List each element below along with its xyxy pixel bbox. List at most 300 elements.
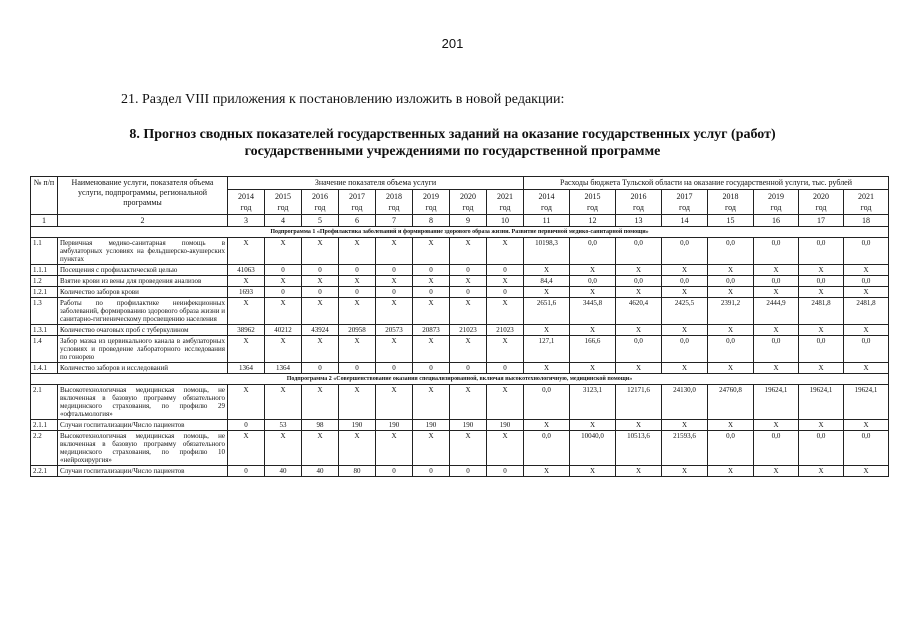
year-header-0 (228, 190, 265, 215)
table-cell: X (339, 385, 376, 420)
table-cell: 190 (376, 420, 413, 431)
year-unit: год (388, 203, 400, 212)
subprogram-1-row-title: Подпрограмма 1 «Профилактика заболеваний и формирование здорового образа жизни. Развитие первичной медико-санитарной помощи» (31, 227, 889, 238)
table-cell: X (844, 420, 889, 431)
table-cell: 166,6 (570, 336, 616, 363)
section-heading (30, 126, 875, 160)
year-unit: год (277, 203, 289, 212)
table-cell: X (413, 276, 450, 287)
year-unit: год (725, 203, 736, 212)
table-cell: X (662, 363, 708, 374)
table-cell: X (754, 420, 799, 431)
column-number-15: 15 (708, 215, 754, 227)
table-cell: X (228, 385, 265, 420)
table-cell: 10040,0 (570, 431, 616, 466)
table-cell: 0,0 (524, 385, 570, 420)
table-row (31, 287, 889, 298)
table-cell: 0,0 (616, 336, 662, 363)
year-value: 2014 (238, 192, 254, 201)
table-cell: X (616, 265, 662, 276)
table-row (31, 336, 889, 363)
subprogram-2-row-title: Подпрограмма 2 «Совершенствование оказания специализированной, включая высокотехнологичную, медицинской помощи» (31, 374, 889, 385)
table-row (31, 385, 889, 420)
year-unit: год (240, 203, 252, 212)
year-value: 2015 (275, 192, 291, 201)
table-cell: X (487, 336, 524, 363)
table-cell: X (570, 265, 616, 276)
year-header-5 (413, 190, 450, 215)
table-cell: X (302, 298, 339, 325)
row-name: Количество очаговых проб с туберкулином (58, 325, 228, 336)
table-cell: 0,0 (662, 336, 708, 363)
table-cell: 80 (339, 466, 376, 477)
table-row (31, 420, 889, 431)
table-cell: X (376, 276, 413, 287)
year-value: 2020 (460, 192, 476, 201)
table-cell: 0 (228, 420, 265, 431)
year-unit: год (679, 203, 690, 212)
table-cell: 21023 (487, 325, 524, 336)
table-cell: X (487, 431, 524, 466)
row-name: Первичная медико-санитарная помощь в амбулаторных условиях на фельдшерско-акушерских пунктах (58, 238, 228, 265)
table-cell: 40 (302, 466, 339, 477)
table-cell: X (376, 385, 413, 420)
year-header-11 (662, 190, 708, 215)
table-cell: X (265, 276, 302, 287)
table-cell: X (376, 336, 413, 363)
year-header-3 (339, 190, 376, 215)
table-cell: 21023 (450, 325, 487, 336)
table-cell: 3123,1 (570, 385, 616, 420)
row-number: 1.4.1 (31, 363, 58, 374)
table-cell: X (265, 385, 302, 420)
table-cell: 0,0 (754, 336, 799, 363)
table-cell: X (570, 325, 616, 336)
table-cell: 2651,6 (524, 298, 570, 325)
row-name: Высокотехнологичная медицинская помощь, не включенная в базовую программу обязательного медицинского страхования, по профилю 10 «нейрохирургия» (58, 431, 228, 466)
table-cell: X (708, 420, 754, 431)
table-cell: 84,4 (524, 276, 570, 287)
table-cell: 10513,6 (616, 431, 662, 466)
year-header-15 (844, 190, 889, 215)
table-cell: X (844, 287, 889, 298)
table-cell: 0 (265, 287, 302, 298)
column-number-18: 18 (844, 215, 889, 227)
year-value: 2019 (768, 192, 784, 201)
year-header-4 (376, 190, 413, 215)
table-cell: 0,0 (754, 431, 799, 466)
table-cell: 0,0 (754, 238, 799, 265)
year-header-7 (487, 190, 524, 215)
table-cell: 10198,3 (524, 238, 570, 265)
page-number: 201 (441, 36, 464, 51)
year-value: 2019 (423, 192, 439, 201)
table-cell: X (524, 325, 570, 336)
table-cell: 0 (413, 363, 450, 374)
table-cell: X (228, 431, 265, 466)
table-cell: X (754, 325, 799, 336)
table-cell: 24130,0 (662, 385, 708, 420)
table-cell: 1364 (265, 363, 302, 374)
table-cell: X (524, 265, 570, 276)
table-cell: 40212 (265, 325, 302, 336)
table-cell: 0 (376, 287, 413, 298)
table-cell: 0 (450, 466, 487, 477)
table-cell: X (487, 298, 524, 325)
table-cell: X (662, 325, 708, 336)
column-number-4: 4 (265, 215, 302, 227)
table-cell: X (450, 276, 487, 287)
year-header-14 (799, 190, 844, 215)
table-cell: 127,1 (524, 336, 570, 363)
table-cell: X (754, 265, 799, 276)
year-value: 2015 (584, 192, 601, 201)
table-cell: X (339, 298, 376, 325)
intro-paragraph: 21. Раздел VIII приложения к постановлению изложить в новой редакции: (121, 92, 565, 107)
table-row (31, 265, 889, 276)
table-cell: 0,0 (616, 276, 662, 287)
column-number-7: 7 (376, 215, 413, 227)
table-cell: 0,0 (662, 238, 708, 265)
column-number-11: 11 (524, 215, 570, 227)
column-number-13: 13 (616, 215, 662, 227)
table-cell: X (487, 276, 524, 287)
subprogram-1-row (31, 227, 889, 238)
year-header-13 (754, 190, 799, 215)
table-cell: 0,0 (799, 276, 844, 287)
table-cell: 41063 (228, 265, 265, 276)
table-cell: 0 (413, 287, 450, 298)
row-name: Случаи госпитализации/Число пациентов (58, 466, 228, 477)
heading-line-2: государственными учреждениями по государственной программе (244, 144, 661, 159)
column-number-16: 16 (754, 215, 799, 227)
row-name: Посещения с профилактической целью (58, 265, 228, 276)
table-cell: 0,0 (799, 431, 844, 466)
year-unit: год (314, 203, 326, 212)
table-cell: X (524, 287, 570, 298)
table-cell: X (570, 466, 616, 477)
table-cell: 19624,1 (754, 385, 799, 420)
table-cell: 0,0 (708, 276, 754, 287)
table-cell: X (450, 385, 487, 420)
table-cell: X (662, 287, 708, 298)
table-cell: X (708, 287, 754, 298)
table-cell: 0 (487, 265, 524, 276)
table-row (31, 276, 889, 287)
year-value: 2017 (349, 192, 365, 201)
row-number: 2.1 (31, 385, 58, 420)
column-number-10: 10 (487, 215, 524, 227)
year-value: 2016 (630, 192, 647, 201)
year-header-6 (450, 190, 487, 215)
table-cell: 12171,6 (616, 385, 662, 420)
table-cell: 0 (302, 287, 339, 298)
table-cell: 2391,2 (708, 298, 754, 325)
row-name: Взятие крови из вены для проведения анализов (58, 276, 228, 287)
row-number: 2.1.1 (31, 420, 58, 431)
table-cell: X (799, 363, 844, 374)
table-cell: 24760,8 (708, 385, 754, 420)
column-number-row (31, 215, 889, 227)
table-cell: X (662, 420, 708, 431)
table-cell: 19624,1 (844, 385, 889, 420)
row-number: 1.2.1 (31, 287, 58, 298)
table-cell: X (413, 336, 450, 363)
table-cell: 20573 (376, 325, 413, 336)
table-cell: X (228, 276, 265, 287)
table-cell: X (524, 420, 570, 431)
table-cell: 0,0 (662, 276, 708, 287)
year-value: 2016 (312, 192, 328, 201)
table-cell: 2481,8 (799, 298, 844, 325)
table-cell: X (339, 336, 376, 363)
year-header-8 (524, 190, 570, 215)
table-cell: 0 (450, 265, 487, 276)
table-cell: 53 (265, 420, 302, 431)
table-cell: 0 (487, 363, 524, 374)
table-cell: X (413, 238, 450, 265)
row-number: 1.3 (31, 298, 58, 325)
table-cell: X (844, 363, 889, 374)
row-name: Случаи госпитализации/Число пациентов (58, 420, 228, 431)
row-number: 1.2 (31, 276, 58, 287)
table-cell: 0 (450, 363, 487, 374)
year-value: 2018 (722, 192, 739, 201)
table-cell: X (302, 336, 339, 363)
table-cell: 0,0 (844, 238, 889, 265)
table-cell: 0,0 (708, 238, 754, 265)
table-cell: X (339, 431, 376, 466)
table-cell: X (487, 385, 524, 420)
row-name: Забор мазка из цервикального канала в амбулаторных условиях и проведение лабораторного исследования по гонорею (58, 336, 228, 363)
table-row (31, 298, 889, 325)
heading-line-1: 8. Прогноз сводных показателей государственных заданий на оказание государственных услуг (работ) (129, 127, 776, 142)
row-number: 2.2 (31, 431, 58, 466)
year-unit: год (351, 203, 363, 212)
table-row (31, 238, 889, 265)
table-cell: X (616, 325, 662, 336)
table-cell: 0,0 (844, 336, 889, 363)
year-unit: год (587, 203, 598, 212)
table-cell: 190 (339, 420, 376, 431)
table-cell: 0 (228, 466, 265, 477)
row-number: 1.1 (31, 238, 58, 265)
column-number-5: 5 (302, 215, 339, 227)
table-cell: X (708, 265, 754, 276)
table-cell: 0 (376, 265, 413, 276)
table-cell: X (302, 276, 339, 287)
table-cell: 4620,4 (616, 298, 662, 325)
year-value: 2017 (676, 192, 693, 201)
column-number-9: 9 (450, 215, 487, 227)
table-cell: 0 (413, 466, 450, 477)
table-cell: 0,0 (754, 276, 799, 287)
table-cell: X (799, 325, 844, 336)
table-cell: 19624,1 (799, 385, 844, 420)
table-cell: X (799, 466, 844, 477)
table-cell: X (228, 238, 265, 265)
table-cell: X (616, 363, 662, 374)
table-cell: 0 (339, 265, 376, 276)
table-cell: X (265, 431, 302, 466)
table-row (31, 325, 889, 336)
table-cell: X (228, 298, 265, 325)
row-name: Работы по профилактике неинфекционных заболеваний, формированию здорового образа жизни и санитарно-гигиеническому просвещению населения (58, 298, 228, 325)
row-number: 1.3.1 (31, 325, 58, 336)
table-cell: X (708, 325, 754, 336)
table-cell: X (754, 466, 799, 477)
table-cell: 0 (302, 363, 339, 374)
table-cell: X (616, 287, 662, 298)
table-cell: 0 (265, 265, 302, 276)
year-value: 2021 (858, 192, 874, 201)
table-cell: 0 (487, 287, 524, 298)
column-number-2: 2 (58, 215, 228, 227)
table-cell: X (376, 431, 413, 466)
table-cell: X (376, 298, 413, 325)
year-unit: год (860, 203, 872, 212)
column-number-1: 1 (31, 215, 58, 227)
table-cell: X (265, 298, 302, 325)
table-cell: 0,0 (844, 431, 889, 466)
table-cell: 0 (302, 265, 339, 276)
column-number-8: 8 (413, 215, 450, 227)
table-cell: X (413, 298, 450, 325)
header-volume: Значение показателя объема услуги (228, 177, 524, 190)
table-cell: 0 (339, 363, 376, 374)
table-cell: 0,0 (708, 431, 754, 466)
year-value: 2014 (538, 192, 555, 201)
forecast-table (30, 176, 889, 477)
row-name: Количество заборов и исследований (58, 363, 228, 374)
table-cell: 0 (339, 287, 376, 298)
year-unit: год (499, 203, 511, 212)
table-cell: X (570, 420, 616, 431)
table-cell: 43924 (302, 325, 339, 336)
column-number-3: 3 (228, 215, 265, 227)
table-cell: X (799, 265, 844, 276)
table-cell: 2481,8 (844, 298, 889, 325)
year-header-9 (570, 190, 616, 215)
table-row (31, 363, 889, 374)
table-cell: 20873 (413, 325, 450, 336)
table-cell: X (662, 265, 708, 276)
table-cell: 1364 (228, 363, 265, 374)
subprogram-2-row (31, 374, 889, 385)
table-cell: X (799, 287, 844, 298)
year-unit: год (425, 203, 437, 212)
table-cell: X (339, 276, 376, 287)
year-header-2 (302, 190, 339, 215)
table-cell: X (754, 363, 799, 374)
table-cell: X (616, 420, 662, 431)
column-number-12: 12 (570, 215, 616, 227)
table-cell: X (844, 466, 889, 477)
table-cell: 0,0 (708, 336, 754, 363)
header-num: № п/п (31, 177, 58, 215)
table-cell: X (570, 287, 616, 298)
table-cell: 38962 (228, 325, 265, 336)
year-header-10 (616, 190, 662, 215)
table-cell: X (302, 385, 339, 420)
table-cell: 0,0 (616, 238, 662, 265)
row-number: 1.4 (31, 336, 58, 363)
table-cell: X (524, 466, 570, 477)
table-cell: 190 (487, 420, 524, 431)
table-cell: 1693 (228, 287, 265, 298)
column-number-17: 17 (799, 215, 844, 227)
year-header-12 (708, 190, 754, 215)
table-cell: X (708, 363, 754, 374)
table-cell: X (799, 420, 844, 431)
year-unit: год (770, 203, 782, 212)
table-cell: 40 (265, 466, 302, 477)
table-cell: X (413, 431, 450, 466)
table-cell: 98 (302, 420, 339, 431)
row-number: 2.2.1 (31, 466, 58, 477)
column-number-14: 14 (662, 215, 708, 227)
table-cell: X (339, 238, 376, 265)
table-cell: X (754, 287, 799, 298)
year-unit: год (815, 203, 827, 212)
table-cell: 0 (487, 466, 524, 477)
table-cell: 190 (450, 420, 487, 431)
table-cell: X (450, 298, 487, 325)
table-cell: X (376, 238, 413, 265)
year-header-1 (265, 190, 302, 215)
table-cell: X (844, 325, 889, 336)
table-cell: 0 (450, 287, 487, 298)
table-cell: 0 (376, 363, 413, 374)
year-value: 2021 (497, 192, 513, 201)
row-name: Высокотехнологичная медицинская помощь, не включенная в базовую программу обязательного медицинского страхования, по профилю 29 «офтальмология» (58, 385, 228, 420)
table-cell: 0,0 (799, 238, 844, 265)
table-cell: X (450, 431, 487, 466)
header-name: Наименование услуги, показателя объема услуги, подпрограммы, региональной программы (58, 177, 228, 215)
table-cell: X (413, 385, 450, 420)
row-name: Количество заборов крови (58, 287, 228, 298)
table-cell: 0 (376, 466, 413, 477)
table-cell: 0,0 (570, 238, 616, 265)
year-value: 2018 (386, 192, 402, 201)
table-cell: 0 (413, 265, 450, 276)
table-cell: X (616, 466, 662, 477)
table-cell: 0,0 (524, 431, 570, 466)
table-row (31, 431, 889, 466)
column-number-6: 6 (339, 215, 376, 227)
year-unit: год (541, 203, 552, 212)
table-cell: X (265, 336, 302, 363)
table-cell: 21593,6 (662, 431, 708, 466)
table-cell: X (450, 336, 487, 363)
table-cell: X (662, 466, 708, 477)
table-cell: 2425,5 (662, 298, 708, 325)
table-cell: X (487, 238, 524, 265)
table-row (31, 466, 889, 477)
table-cell: X (570, 363, 616, 374)
row-number: 1.1.1 (31, 265, 58, 276)
table-cell: X (708, 466, 754, 477)
table-cell: 20958 (339, 325, 376, 336)
table-cell: 2444,9 (754, 298, 799, 325)
table-cell: X (265, 238, 302, 265)
table-cell: 0,0 (570, 276, 616, 287)
year-unit: год (633, 203, 644, 212)
table-cell: X (450, 238, 487, 265)
header-expenses: Расходы бюджета Тульской области на оказание государственной услуги, тыс. рублей (524, 177, 889, 190)
table-cell: 0,0 (844, 276, 889, 287)
table-cell: 190 (413, 420, 450, 431)
